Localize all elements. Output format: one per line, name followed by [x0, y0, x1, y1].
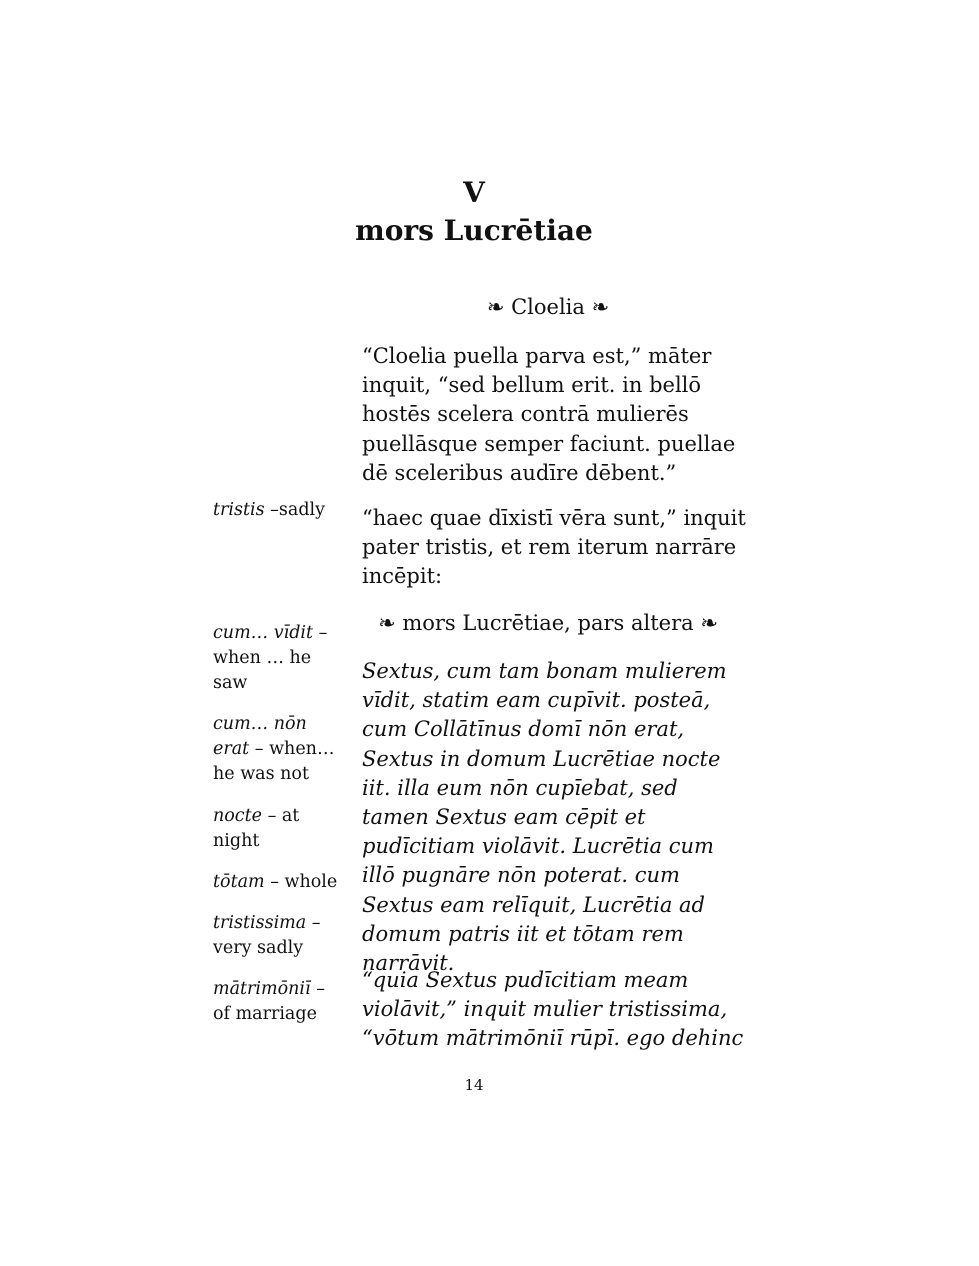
gloss-term: tristis [213, 500, 265, 520]
gloss-note [213, 712, 341, 787]
gloss-definition: – whole [264, 872, 338, 892]
gloss-note [213, 804, 341, 854]
paragraph: “Cloelia puella parva est,” māter inquit, “sed bellum erit. in bellō hostēs scelera contrā mulierēs puellāsque semper faciunt. puellae dē sceleribus audīre dēbent.” [362, 344, 736, 485]
gloss-term: tōtam [213, 872, 265, 892]
paragraph: “haec quae dīxistī vēra sunt,” inquit pater tristis, et rem iterum narrāre incēpit: [362, 506, 746, 589]
gloss-definition: – when … he saw [213, 623, 328, 693]
gloss-definition: – of marriage [213, 979, 325, 1024]
gloss-definition: – very sadly [213, 913, 321, 958]
paragraph-italic: Sextus, cum tam bonam mulierem vīdit, statim eam cupīvit. posteā, cum Collātīnus domī nōn erat, Sextus in domum Lucrētiae nocte iit. illa eum nōn cupīebat, sed tamen Sextus eam cēpit et pudīcitiam violāvit. Lucrētia cum illō pugnāre nōn poterat. cum Sextus eam relīquit, Lucrētia ad domum patris iit et tōtam rem narrāvit. [362, 659, 727, 976]
gloss-definition: –sadly [264, 500, 326, 520]
gloss-term: mātrimōniī [213, 979, 311, 999]
gloss-note [213, 977, 341, 1027]
gloss-term: cum… vīdit [213, 623, 314, 643]
paragraph-italic: “quia Sextus pudīcitiam meam violāvit,” inquit mulier tristissima, “vōtum mātrimōniī rūpī. ego dehinc [362, 968, 744, 1051]
gloss-definition: – when… he was not [213, 739, 335, 784]
chapter-number: V [463, 176, 485, 209]
gloss-term: tristissima [213, 913, 307, 933]
gloss-definition: – at night [213, 806, 300, 851]
chapter-title: mors Lucrētiae [355, 214, 593, 247]
gloss-note [213, 498, 353, 523]
section-title-mors-lucretiae: ❧ mors Lucrētiae, pars altera ❧ [378, 611, 718, 635]
section-title-cloelia: ❧ Cloelia ❧ [486, 295, 610, 319]
gloss-note [213, 911, 341, 961]
page-number: 14 [464, 1076, 484, 1094]
gloss-note [213, 870, 353, 895]
gloss-term: cum… nōn erat [213, 714, 307, 759]
gloss-note [213, 621, 341, 696]
gloss-term: nocte [213, 806, 262, 826]
